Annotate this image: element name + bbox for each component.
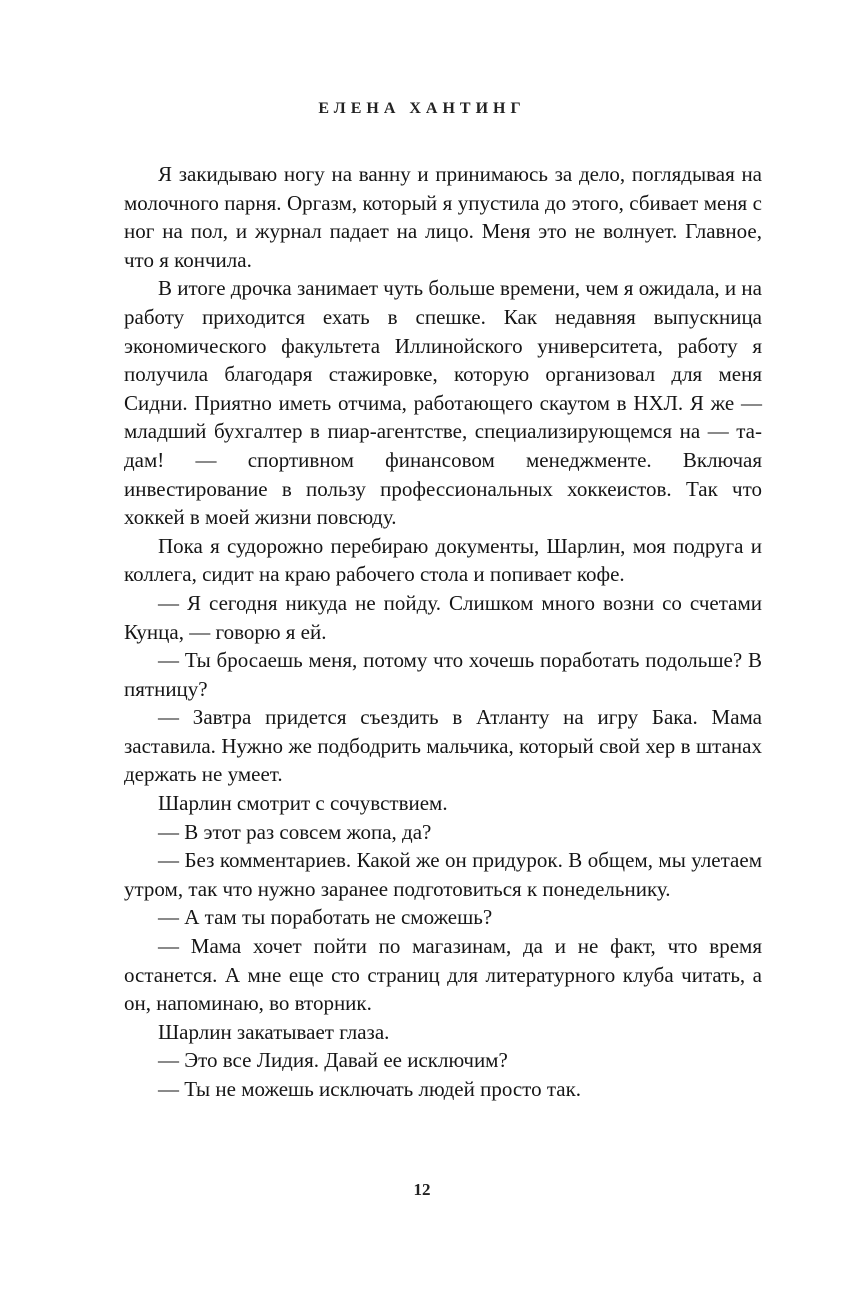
page-number: 12 — [413, 1180, 431, 1199]
paragraph: В итоге дрочка занимает чуть больше времени, чем я ожидала, и на работу приходится ехать в спешке. Как недавняя выпускница экономического факультета Иллинойского университета, работу я получила благодаря стажировке, которую организовал для меня Сидни. Приятно иметь отчима, работающего скаутом в НХЛ. Я же — младший бухгалтер в пиар-агентстве, специализирующемся на — та-дам! — спортивном финансовом менеджменте. Включая инвестирование в пользу профессиональных хоккеистов. Так что хоккей в моей жизни повсюду. — [124, 276, 762, 530]
paragraph: — Завтра придется съездить в Атланту на игру Бака. Мама заставила. Нужно же подбодрить мальчика, который свой хер в штанах держать не умеет. — [124, 705, 762, 787]
paragraph: — Это все Лидия. Давай ее исключим? — [158, 1048, 508, 1073]
paragraph: Я закидываю ногу на ванну и принимаюсь за дело, поглядывая на молочного парня. Оргазм, который я упустила до этого, сбивает меня с ног на пол, и журнал падает на лицо. Меня это не волнует. Главное, что я кончила. — [124, 162, 762, 272]
page-body — [124, 160, 762, 1104]
paragraph: — Без комментариев. Какой же он придурок. В общем, мы улетаем утром, так что нужно заранее подготовиться к понедельнику. — [124, 848, 762, 901]
paragraph: — Мама хочет пойти по магазинам, да и не факт, что время останется. А мне еще сто страниц для литературного клуба читать, а он, напоминаю, во вторник. — [124, 934, 762, 1016]
paragraph: Шарлин смотрит с сочувствием. — [158, 791, 448, 816]
paragraph: — В этот раз совсем жопа, да? — [158, 819, 432, 844]
paragraph: — Ты бросаешь меня, потому что хочешь поработать подольше? В пятницу? — [124, 648, 762, 701]
paragraph: Пока я судорожно перебираю документы, Шарлин, моя подруга и коллега, сидит на краю рабочего стола и попивает кофе. — [124, 533, 762, 587]
running-header: ЕЛЕНА ХАНТИНГ — [318, 100, 526, 117]
paragraph: — Ты не можешь исключать людей просто так. — [158, 1077, 582, 1101]
paragraph: — Я сегодня никуда не пойду. Слишком много возни со счетами Кунца, — говорю я ей. — [124, 590, 762, 644]
paragraph: — А там ты поработать не сможешь? — [158, 905, 493, 930]
paragraph: Шарлин закатывает глаза. — [158, 1019, 390, 1044]
